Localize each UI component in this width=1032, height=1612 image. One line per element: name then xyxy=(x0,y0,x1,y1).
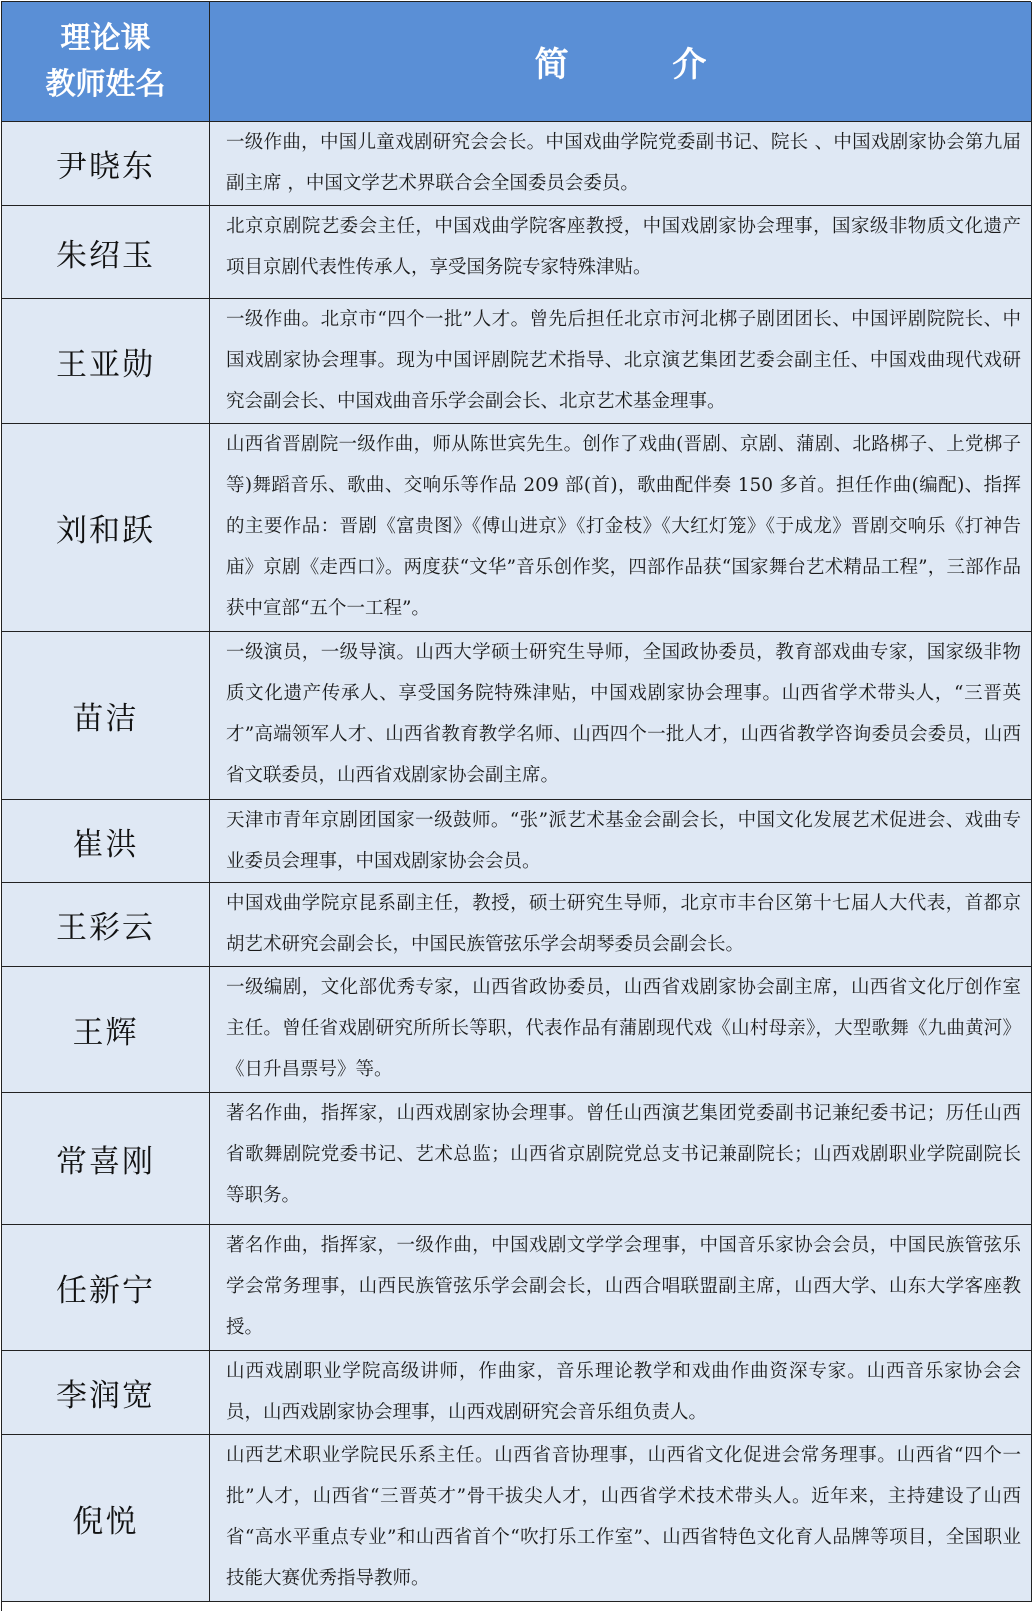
header-name-line1: 理论课 xyxy=(60,20,151,56)
teacher-bio: 著名作曲，指挥家，一级作曲，中国戏剧文学学会理事，中国音乐家协会会员，中国民族管弦乐学会常务理事，山西民族管弦乐学会副会长，山西合唱联盟副主席，山西大学、山东大学客座教授。 xyxy=(210,1225,1032,1351)
teacher-bio: 中国戏曲学院京昆系副主任，教授，硕士研究生导师，北京市丰台区第十七届人大代表，首都京胡艺术研究会副会长，中国民族管弦乐学会胡琴委员会副会长。 xyxy=(210,883,1032,967)
teacher-bio: 山西省晋剧院一级作曲，师从陈世宾先生。创作了戏曲(晋剧、京剧、蒲剧、北路梆子、上党梆子等)舞蹈音乐、歌曲、交响乐等作品 209 部(首)，歌曲配伴奏 150 多首。担任作曲(编配)、指挥的主要作品：晋剧《富贵图》《傅山进京》《打金枝》《大红灯笼》《于成龙》晋剧交响乐《打神告庙》京剧《走西口》。两度获“文华”音乐创作奖，四部作品获“国家舞台艺术精品工程”，三部作品获中宣部“五个一工程”。 xyxy=(210,424,1032,632)
header-name-column xyxy=(2,2,210,122)
teacher-bio: 山西艺术职业学院民乐系主任。山西省音协理事，山西省文化促进会常务理事。山西省“四个一批”人才，山西省“三晋英才”骨干拔尖人才，山西省学术技术带头人。近年来，主持建设了山西省“高水平重点专业”和山西省首个“吹打乐工作室”、山西省特色文化育人品牌等项目，全国职业技能大赛优秀指导教师。 xyxy=(210,1435,1032,1602)
teacher-name: 倪悦 xyxy=(2,1435,210,1602)
header-intro-column: 简 介 xyxy=(210,2,1032,122)
teacher-name: 王彩云 xyxy=(2,883,210,967)
teacher-name: 苗洁 xyxy=(2,632,210,800)
teacher-bio: 天津市青年京剧团国家一级鼓师。“张”派艺术基金会副会长，中国文化发展艺术促进会、戏曲专业委员会理事，中国戏剧家协会会员。 xyxy=(210,800,1032,883)
teacher-bio: 著名作曲，指挥家，山西戏剧家协会理事。曾任山西演艺集团党委副书记兼纪委书记；历任山西省歌舞剧院党委书记、艺术总监；山西省京剧院党总支书记兼副院长；山西戏剧职业学院副院长等职务。 xyxy=(210,1093,1032,1225)
teacher-name: 朱绍玉 xyxy=(2,206,210,299)
teacher-bio: 一级编剧，文化部优秀专家，山西省政协委员，山西省戏剧家协会副主席，山西省文化厅创作室主任。曾任省戏剧研究所所长等职，代表作品有蒲剧现代戏《山村母亲》，大型歌舞《九曲黄河》《日升昌票号》等。 xyxy=(210,967,1032,1093)
teacher-name: 王亚勋 xyxy=(2,299,210,424)
teacher-name: 常喜刚 xyxy=(2,1093,210,1225)
teacher-name: 任新宁 xyxy=(2,1225,210,1351)
teacher-name: 王辉 xyxy=(2,967,210,1093)
teacher-name: 尹晓东 xyxy=(2,122,210,206)
teacher-name: 李润宽 xyxy=(2,1351,210,1435)
teacher-bio: 一级演员，一级导演。山西大学硕士研究生导师，全国政协委员，教育部戏曲专家，国家级非物质文化遗产传承人、享受国务院特殊津贴，中国戏剧家协会理事。山西省学术带头人，“三晋英才”高端领军人才、山西省教育教学名师、山西四个一批人才，山西省教学咨询委员会委员，山西省文联委员，山西省戏剧家协会副主席。 xyxy=(210,632,1032,800)
teacher-bio: 北京京剧院艺委会主任，中国戏曲学院客座教授，中国戏剧家协会理事，国家级非物质文化遗产项目京剧代表性传承人，享受国务院专家特殊津贴。 xyxy=(210,206,1032,299)
teacher-table xyxy=(1,1,1031,1611)
header-name-line2: 教师姓名 xyxy=(45,66,166,102)
teacher-bio: 一级作曲，中国儿童戏剧研究会会长。中国戏曲学院党委副书记、院长 、中国戏剧家协会第九届副主席 ，中国文学艺术界联合会全国委员会委员。 xyxy=(210,122,1032,206)
teacher-name: 崔洪 xyxy=(2,800,210,883)
teacher-name: 刘和跃 xyxy=(2,424,210,632)
teacher-bio: 山西戏剧职业学院高级讲师，作曲家，音乐理论教学和戏曲作曲资深专家。山西音乐家协会会员，山西戏剧家协会理事，山西戏剧研究会音乐组负责人。 xyxy=(210,1351,1032,1435)
teacher-bio: 一级作曲。北京市“四个一批”人才。曾先后担任北京市河北梆子剧团团长、中国评剧院院长、中国戏剧家协会理事。现为中国评剧院艺术指导、北京演艺集团艺委会副主任、中国戏曲现代戏研究会副会长、中国戏曲音乐学会副会长、北京艺术基金理事。 xyxy=(210,299,1032,424)
